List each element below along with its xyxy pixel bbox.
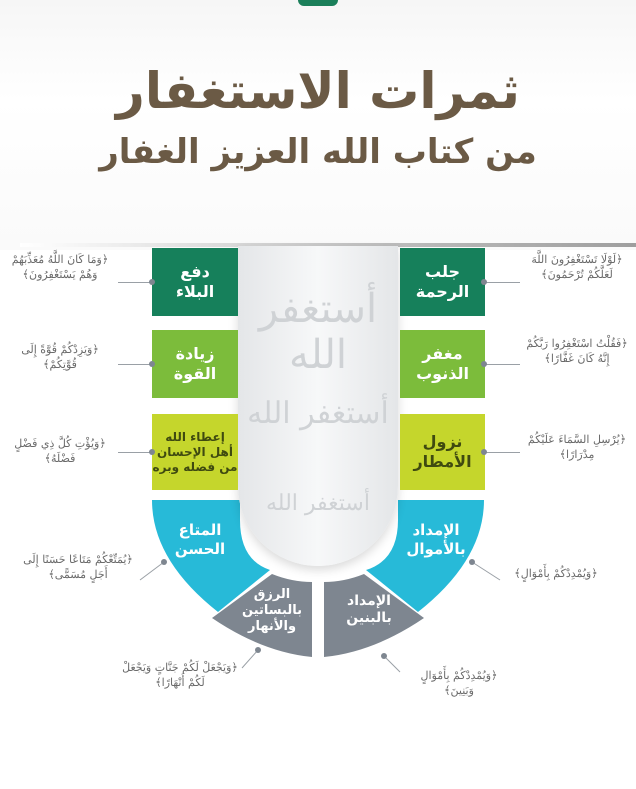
fruit-label: إعطاء الله — [165, 429, 225, 444]
calligraphy-watermark-3: أستغفر الله — [266, 491, 370, 516]
connector-diagonal — [384, 656, 400, 672]
fruit-label: الحسن — [174, 540, 226, 558]
fruit-label: دفع — [180, 262, 210, 281]
verse-note-left-2: ﴿وَيَزِدْكُمْ قُوَّةً إِلَى قُوَّتِكُمْ﴾ — [21, 343, 99, 372]
fruit-label: المتاع — [178, 521, 222, 540]
verse-note-right-3: ﴿يُرْسِلِ السَّمَاءَ عَلَيْكُمْ مِدْرَارًا﴾ — [527, 433, 627, 462]
connector-dot — [469, 559, 475, 565]
connector-diagonal — [242, 650, 258, 668]
connector-dot — [161, 559, 167, 565]
fruit-label: الذنوب — [416, 364, 469, 383]
page-subtitle: من كتاب الله العزيز الغفار — [99, 132, 537, 172]
verse-note-right-5: ﴿وَيُمْدِدْكُمْ بِأَمْوَالٍ وَبَنِينَ﴾ — [420, 669, 498, 698]
verse-note-left-5: ﴿وَيَجْعَلْ لَكُمْ جَنَّاتٍ وَيَجْعَلْ لَكُمْ أَنْهَارًا﴾ — [122, 661, 238, 690]
fruit-label: بالأموال — [406, 540, 466, 558]
fruit-label: من فضله وبره — [152, 459, 238, 474]
fruit-label: الأمطار — [413, 452, 472, 471]
fruit-label: الإمداد — [347, 592, 391, 609]
fruit-label: بالبنين — [346, 610, 392, 626]
connector-diagonal — [140, 562, 164, 580]
fruit-label: الرزق — [253, 586, 291, 602]
connector-diagonal — [472, 562, 500, 580]
fruit-label: الرحمة — [415, 282, 470, 301]
fruit-label: أهل الإحسان — [157, 444, 233, 459]
verse-note-left-4: ﴿يُمَتِّعْكُمْ مَتَاعًا حَسَنًا إِلَى أَجَلٍ مُسَمًّى﴾ — [23, 553, 133, 582]
fruit-label: والأنهار — [247, 619, 297, 635]
fruit-label: البلاء — [175, 282, 215, 301]
connector-dot — [255, 647, 261, 653]
fruit-label: الإمداد — [412, 521, 460, 540]
verse-note-right-1: ﴿لَوْلَا تَسْتَغْفِرُونَ اللَّهَ لَعَلَّكُمْ تُرْحَمُونَ﴾ — [531, 253, 623, 282]
fruit-label: القوة — [173, 364, 217, 383]
verse-note-right-2: ﴿فَقُلْتُ اسْتَغْفِرُوا رَبَّكُمْ إِنَّهُ كَانَ غَفَّارًا﴾ — [526, 337, 628, 366]
verse-note-right-4: ﴿وَيُمْدِدْكُمْ بِأَمْوَالٍ﴾ — [514, 567, 598, 580]
connector-dot — [381, 653, 387, 659]
calligraphy-watermark-1: أستغفر الله — [258, 286, 378, 378]
fruit-label: بالبساتين — [242, 602, 302, 618]
verse-note-left-1: ﴿وَمَا كَانَ اللَّهُ مُعَذِّبَهُمْ وَهُمْ يَسْتَغْفِرُونَ﴾ — [11, 253, 109, 282]
fruit-label: نزول — [422, 432, 463, 451]
fruit-label: زيادة — [175, 344, 215, 363]
page-title: ثمرات الاستغفار — [116, 62, 520, 120]
verse-note-left-3: ﴿وَيُؤْتِ كُلَّ ذِي فَضْلٍ فَضْلَهُ﴾ — [14, 437, 106, 466]
calligraphy-watermark-2: أستغفر الله — [247, 396, 389, 431]
fruit-label: مغفر — [422, 344, 463, 363]
fruit-label: جلب — [425, 262, 460, 281]
